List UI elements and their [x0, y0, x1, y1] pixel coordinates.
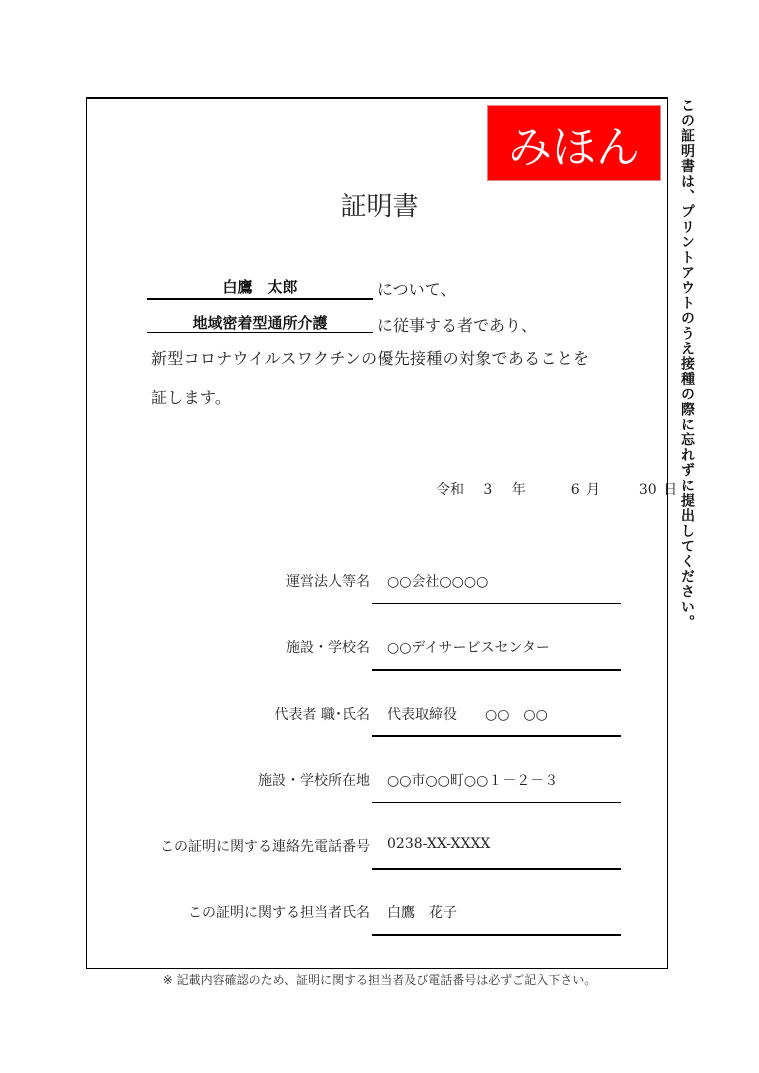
footer-note: ※ 記載内容確認のため、証明に関する担当者及び電話番号は必ずご記入下さい。	[162, 973, 597, 987]
sample-stamp-text: みほん	[508, 122, 640, 173]
date-era: 令和	[436, 482, 464, 498]
date-day-unit: 日	[663, 482, 678, 498]
field-value-facility: ○○デイサービスセンター	[387, 640, 550, 656]
body-line-2: 証します。	[151, 388, 232, 407]
field-value-contact-person: 白鷹 花子	[387, 905, 457, 921]
field-value-phone: 0238-XX-XXXX	[387, 836, 491, 852]
field-label-address: 施設・学校所在地	[258, 773, 370, 789]
field-line-corporation	[372, 603, 621, 604]
field-label-facility: 施設・学校名	[286, 640, 370, 656]
field-label-corporation: 運営法人等名	[286, 574, 370, 590]
field-line-facility	[372, 669, 621, 671]
date-year: 3	[483, 482, 493, 498]
date-year-unit: 年	[511, 482, 526, 498]
date-month: 6	[570, 482, 580, 498]
field-line-address	[372, 802, 621, 803]
field-value-corporation: ○○会社○○○○	[387, 574, 489, 590]
subject-service-field: 地域密着型通所介護	[147, 312, 373, 333]
issue-date	[436, 479, 677, 499]
body-line-1: 新型コロナウイルスワクチンの優先接種の対象であることを	[151, 349, 590, 368]
date-day: 30	[638, 482, 657, 498]
field-label-contact-person: この証明に関する担当者氏名	[188, 905, 370, 921]
field-line-contact-person	[372, 934, 621, 936]
field-line-phone	[372, 868, 621, 870]
field-value-representative: 代表取締役 ○○ ○○	[387, 707, 548, 723]
field-value-address: ○○市○○町○○１－２－３	[387, 773, 559, 789]
sample-stamp	[487, 105, 661, 181]
field-label-representative: 代表者 職･氏名	[274, 707, 370, 723]
document-title: 証明書	[340, 192, 419, 222]
subject-name-field: 白鷹 太郎	[147, 276, 373, 300]
subject-name-suffix: について、	[377, 280, 457, 299]
side-instruction: この証明書は、プリントアウトのうえ接種の際に忘れずに提出してください。	[679, 98, 695, 630]
date-month-unit: 月	[586, 482, 601, 498]
field-line-representative	[372, 735, 621, 737]
field-label-phone: この証明に関する連絡先電話番号	[160, 839, 370, 855]
subject-service-suffix: に従事する者であり、	[377, 316, 538, 335]
